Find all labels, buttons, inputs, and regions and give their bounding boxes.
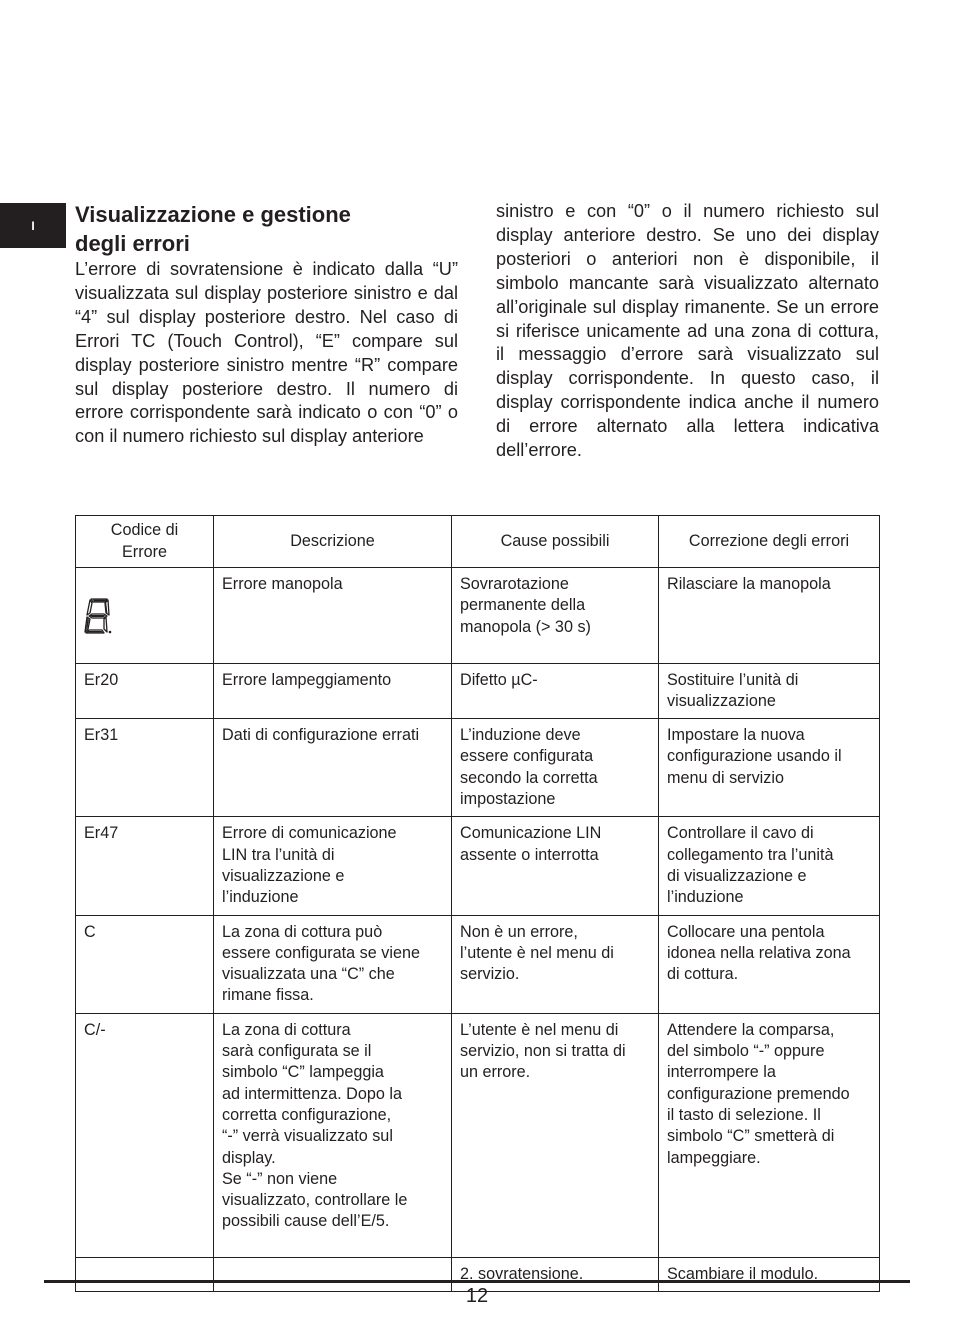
description-cell: Errore di comunicazione LIN tra l’unità di visualizzazione e l’induzione — [214, 817, 452, 915]
page-number: 12 — [465, 1285, 489, 1307]
section-heading: Visualizzazione e gestione degli errori — [75, 202, 351, 256]
table-header-row — [76, 516, 880, 568]
error-table — [75, 515, 880, 1292]
table-row — [76, 568, 880, 664]
header-correction: Correzione degli errori — [659, 516, 880, 568]
error-code-cell: Er20 — [76, 663, 214, 719]
description-cell: Dati di configurazione errati — [214, 719, 452, 817]
error-code-cell: Er31 — [76, 719, 214, 817]
causes-cell: L’induzione deve essere configurata secondo la corretta impostazione — [452, 719, 659, 817]
causes-cell: Difetto µC- — [452, 663, 659, 719]
header-description: Descrizione — [214, 516, 452, 568]
description-cell — [214, 1257, 452, 1291]
left-column — [75, 200, 458, 449]
error-code-cell: C — [76, 915, 214, 1013]
description-cell: Errore manopola — [214, 568, 452, 664]
intro-paragraph-right: sinistro e con “0” o il numero richiesto sul display anteriore destro. Se uno dei display posteriori o anteriori non è disponibile, il simbolo mancante sarà visualizzato alternato all’originale sul display rimanente. Se un errore si riferisce unicamente ad una zona di cottura, il messaggio d’errore sarà visualizzato sul display corrispondente. In questo caso, il display corrispondente indica anche il numero di errore alternato alla lettera indicativa dell’errore. — [496, 201, 879, 461]
table-row — [76, 719, 880, 817]
footer-divider — [44, 1280, 910, 1283]
causes-cell: L’utente è nel menu di servizio, non si tratta di un errore. — [452, 1013, 659, 1257]
intro-paragraph-left: L’errore di sovratensione è indicato dalla “U” visualizzata sul display posteriore sinistro e dal “4” sul display posteriore destro. Nel caso di Errori TC (Touch Control), “E” compare sul display posteriore sinistro mentre “R” compare sul display posteriore destro. Il numero di errore corrispondente sarà indicato o con “0” o con il numero richiesto sul display anteriore — [75, 259, 458, 447]
correction-cell: Controllare il cavo di collegamento tra l’unità di visualizzazione e l’induzione — [659, 817, 880, 915]
correction-cell: Scambiare il modulo. — [659, 1257, 880, 1291]
error-code-cell — [76, 1257, 214, 1291]
description-cell: La zona di cottura può essere configurata se viene visualizzata una “C” che rimane fissa. — [214, 915, 452, 1013]
causes-cell: Comunicazione LIN assente o interrotta — [452, 817, 659, 915]
description-cell: Errore lampeggiamento — [214, 663, 452, 719]
language-tab: I — [0, 203, 66, 248]
correction-cell: Rilasciare la manopola — [659, 568, 880, 664]
error-code-cell — [76, 568, 214, 664]
seven-segment-display-icon — [84, 597, 114, 635]
correction-cell: Collocare una pentola idonea nella relativa zona di cottura. — [659, 915, 880, 1013]
error-code-cell: C/- — [76, 1013, 214, 1257]
error-code-cell: Er47 — [76, 817, 214, 915]
table-row — [76, 817, 880, 915]
table-row — [76, 915, 880, 1013]
causes-cell: Sovrarotazione permanente della manopola (> 30 s) — [452, 568, 659, 664]
header-causes: Cause possibili — [452, 516, 659, 568]
correction-cell: Sostituire l’unità di visualizzazione — [659, 663, 880, 719]
description-cell: La zona di cottura sarà configurata se il simbolo “C” lampeggia ad intermittenza. Dopo la corretta configurazione, “-” verrà visualizzato sul display. Se “-” non viene visualizzato, controllare le possibili cause dell’E/5. — [214, 1013, 452, 1257]
correction-cell: Attendere la comparsa, del simbolo “-” oppure interrompere la configurazione premendo il tasto di selezione. Il simbolo “C” smetterà di lampeggiare. — [659, 1013, 880, 1257]
table-row — [76, 663, 880, 719]
right-column — [496, 200, 879, 463]
causes-cell: 2. sovratensione. — [452, 1257, 659, 1291]
causes-cell: Non è un errore, l’utente è nel menu di servizio. — [452, 915, 659, 1013]
correction-cell: Impostare la nuova configurazione usando il menu di servizio — [659, 719, 880, 817]
header-error-code: Codice di Errore — [76, 516, 214, 568]
table-row — [76, 1013, 880, 1257]
